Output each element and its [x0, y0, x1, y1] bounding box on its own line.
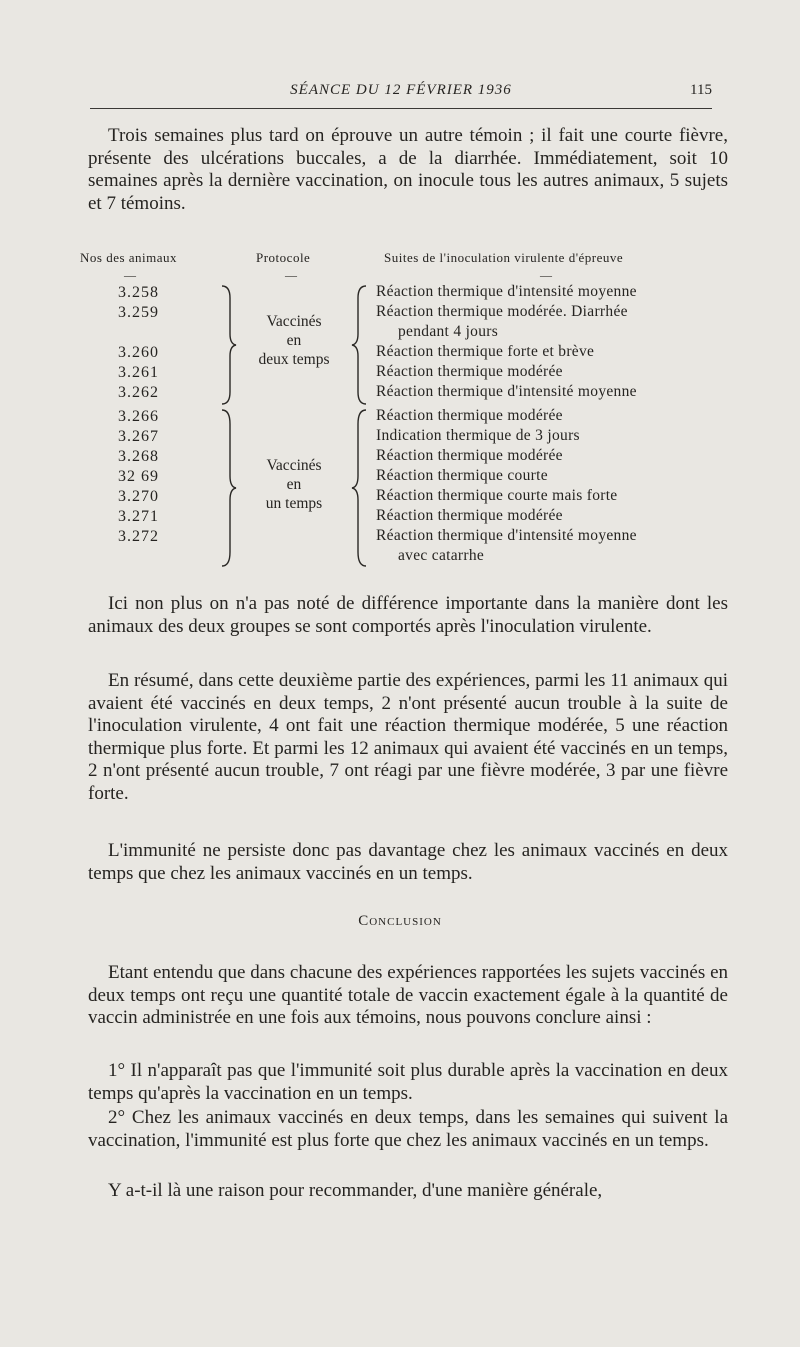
running-header	[90, 80, 712, 104]
animal-number: 3.270	[118, 488, 159, 505]
paragraph: Ici non plus on n'a pas noté de différence importante dans la manière dont les animaux des deux groupes se sont comportés après l'inoculation virulente.	[88, 593, 728, 637]
result-line: Réaction thermique modérée. Diarrhée	[376, 303, 628, 320]
col-header-results: Suites de l'inoculation virulente d'épreuve	[384, 250, 624, 265]
animal-number: 3.268	[118, 448, 159, 465]
page-number: 115	[690, 82, 712, 98]
animal-number: 3.271	[118, 508, 159, 525]
protocol-line: Vaccinés	[266, 457, 322, 474]
result-line: pendant 4 jours	[398, 323, 499, 340]
result-line: Réaction thermique modérée	[376, 447, 563, 464]
right-brace	[350, 286, 370, 404]
result-line: Réaction thermique modérée	[376, 407, 563, 424]
col-header-animals: Nos des animaux	[80, 250, 178, 265]
protocol-line: Vaccinés	[266, 313, 322, 330]
protocol-line: un temps	[265, 495, 323, 512]
paragraph: Y a-t-il là une raison pour recommander, d'une manière générale,	[108, 1180, 603, 1201]
paragraph: 1° Il n'apparaît pas que l'immunité soit plus durable après la vaccination en deux temps qu'après la vaccination en un temps.	[88, 1060, 728, 1104]
col-header-protocol: Protocole	[256, 250, 311, 265]
result-line: Indication thermique de 3 jours	[376, 427, 580, 444]
left-brace	[220, 286, 240, 404]
dash-results: —	[540, 268, 552, 282]
animal-number: 3.258	[118, 284, 159, 301]
header-title: SÉANCE DU 12 FÉVRIER 1936	[290, 82, 512, 98]
header-rule	[90, 108, 712, 109]
right-brace	[350, 410, 370, 566]
paragraph: L'immunité ne persiste donc pas davantage chez les animaux vaccinés en deux temps que chez les animaux vaccinés en un temps.	[88, 840, 728, 884]
result-line: Réaction thermique modérée	[376, 363, 563, 380]
result-line: Réaction thermique modérée	[376, 507, 563, 524]
animal-number: 3.260	[118, 344, 159, 361]
paragraph: 2° Chez les animaux vaccinés en deux temps, dans les semaines qui suivent la vaccination, l'immunité est plus forte que chez les animaux vaccinés en un temps.	[88, 1107, 728, 1151]
result-line: Réaction thermique courte	[376, 467, 548, 484]
section-heading: Conclusion	[358, 913, 442, 929]
animal-number: 3.272	[118, 528, 159, 545]
result-line: Réaction thermique forte et brève	[376, 343, 595, 360]
result-line: Réaction thermique d'intensité moyenne	[376, 283, 637, 300]
intro-paragraph: Trois semaines plus tard on éprouve un autre témoin ; il fait une courte fièvre, présente des ulcérations buccales, a de la diarrhée. Immédiatement, soit 10 semaines après la dernière vaccination, on inocule tous les autres animaux, 5 sujets et 7 témoins.	[88, 125, 728, 214]
protocol-group2	[239, 456, 349, 513]
protocol-line: en	[286, 332, 302, 349]
result-line: Réaction thermique courte mais forte	[376, 487, 618, 504]
result-line: Réaction thermique d'intensité moyenne	[376, 527, 637, 544]
protocol-line: en	[286, 476, 302, 493]
animal-number: 32 69	[118, 468, 159, 485]
animal-number: 3.267	[118, 428, 159, 445]
animal-number: 3.266	[118, 408, 159, 425]
animal-number: 3.261	[118, 364, 159, 381]
paragraph: En résumé, dans cette deuxième partie des expériences, parmi les 11 animaux qui avaient été vaccinés en deux temps, 2 n'ont présenté aucun trouble à la suite de l'inoculation virulente, 4 ont fait une réaction thermique modérée, 5 une réaction thermique plus forte. Et parmi les 12 animaux qui avaient été vaccinés en un temps, 2 n'ont présenté aucun trouble, 7 ont réagi par une fièvre modérée, 3 par une fièvre forte.	[88, 670, 728, 804]
left-brace	[220, 410, 240, 566]
paragraph: Etant entendu que dans chacune des expériences rapportées les sujets vaccinés en deux temps ont reçu une quantité totale de vaccin exactement égale à la quantité de vaccin administrée en une fois aux témoins, nous pouvons conclure ainsi :	[88, 962, 728, 1028]
dash-animals: —	[124, 268, 136, 282]
dash-protocol: —	[285, 268, 297, 282]
result-line: avec catarrhe	[398, 547, 485, 564]
animal-number: 3.262	[118, 384, 159, 401]
animal-number: 3.259	[118, 304, 159, 321]
protocol-line: deux temps	[258, 351, 330, 368]
protocol-group1	[239, 312, 349, 369]
result-line: Réaction thermique d'intensité moyenne	[376, 383, 637, 400]
